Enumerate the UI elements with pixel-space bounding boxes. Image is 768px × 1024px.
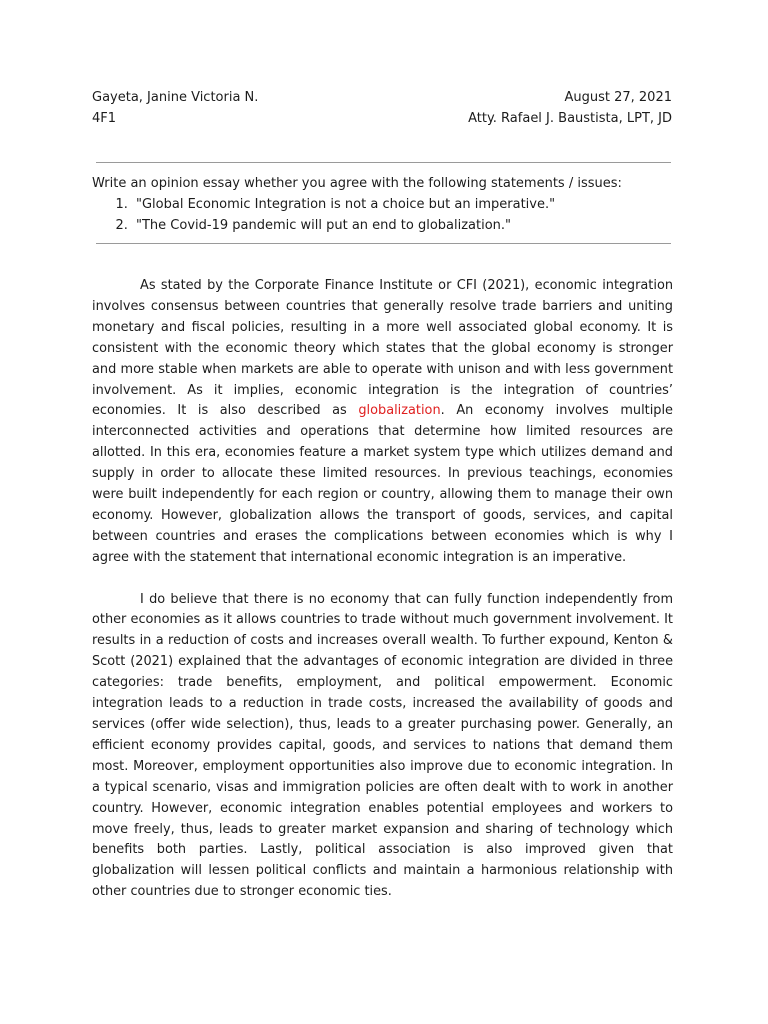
paragraph-1-text-start: As stated by the Corporate Finance Institute or CFI (2021), economic integration involves consensus between countries that generally resolve trade barriers and uniting monetary and fiscal policies, resulting in a more well associated global economy. It is consistent with the economic theory which states that the global economy is stronger and more stable when markets are able to operate with unison and with less government involvement. As it implies, economic integration is the integration of countries’ economies. It is also described as <box>92 278 673 419</box>
document-date: August 27, 2021 <box>564 90 672 105</box>
instructions-block <box>92 173 672 236</box>
statements-list <box>92 194 672 236</box>
instructor-name: Atty. Rafael J. Baustista, LPT, JD <box>468 111 672 126</box>
bottom-divider <box>96 243 671 244</box>
instructions-prompt: Write an opinion essay whether you agree with the following statements / issues: <box>92 176 622 191</box>
essay-body <box>92 276 673 924</box>
section-code: 4F1 <box>92 111 117 126</box>
highlighted-term: globalization <box>358 403 441 419</box>
top-divider <box>96 162 671 163</box>
student-name: Gayeta, Janine Victoria N. <box>92 90 259 105</box>
essay-paragraph-1 <box>92 276 673 569</box>
header-row-name-date <box>92 88 672 108</box>
statement-item-1: 1. "Global Economic Integration is not a choice but an imperative." <box>132 194 672 215</box>
essay-paragraph-2: I do believe that there is no economy that can fully function independently from other economies as it allows countries to trade without much government involvement. It results in a reduction of costs and increases overall wealth. To further expound, Kenton & Scott (2021) explained that the advantages of economic integration are divided in three categories: trade benefits, employment, and political empowerment. Economic integration leads to a reduction in trade costs, increased the availability of goods and services (offer wide selection), thus, leads to a greater purchasing power. Generally, an efficient economy provides capital, goods, and services to nations that demand them most. Moreover, employment opportunities also improve due to economic integration. In a typical scenario, visas and immigration policies are often dealt with to work in another country. However, economic integration enables potential employees and workers to move freely, thus, leads to greater market expansion and sharing of technology which benefits both parties. Lastly, political association is also improved given that globalization will lessen political conflicts and maintain a harmonious relationship with other countries due to stronger economic ties. <box>92 591 673 900</box>
paragraph-1-text-end: . An economy involves multiple interconnected activities and operations that determine how limited resources are allotted. In this era, economies feature a market system type which utilizes demand and supply in order to allocate these limited resources. In previous teachings, economies were built independently for each region or country, allowing them to manage their own economy. However, globalization allows the transport of goods, services, and capital between countries and erases the complications between economies which is why I agree with the statement that international economic integration is an imperative. <box>92 403 673 565</box>
statement-item-2: 2. "The Covid-19 pandemic will put an end to globalization." <box>132 215 672 236</box>
header-row-section-instructor <box>92 109 672 129</box>
